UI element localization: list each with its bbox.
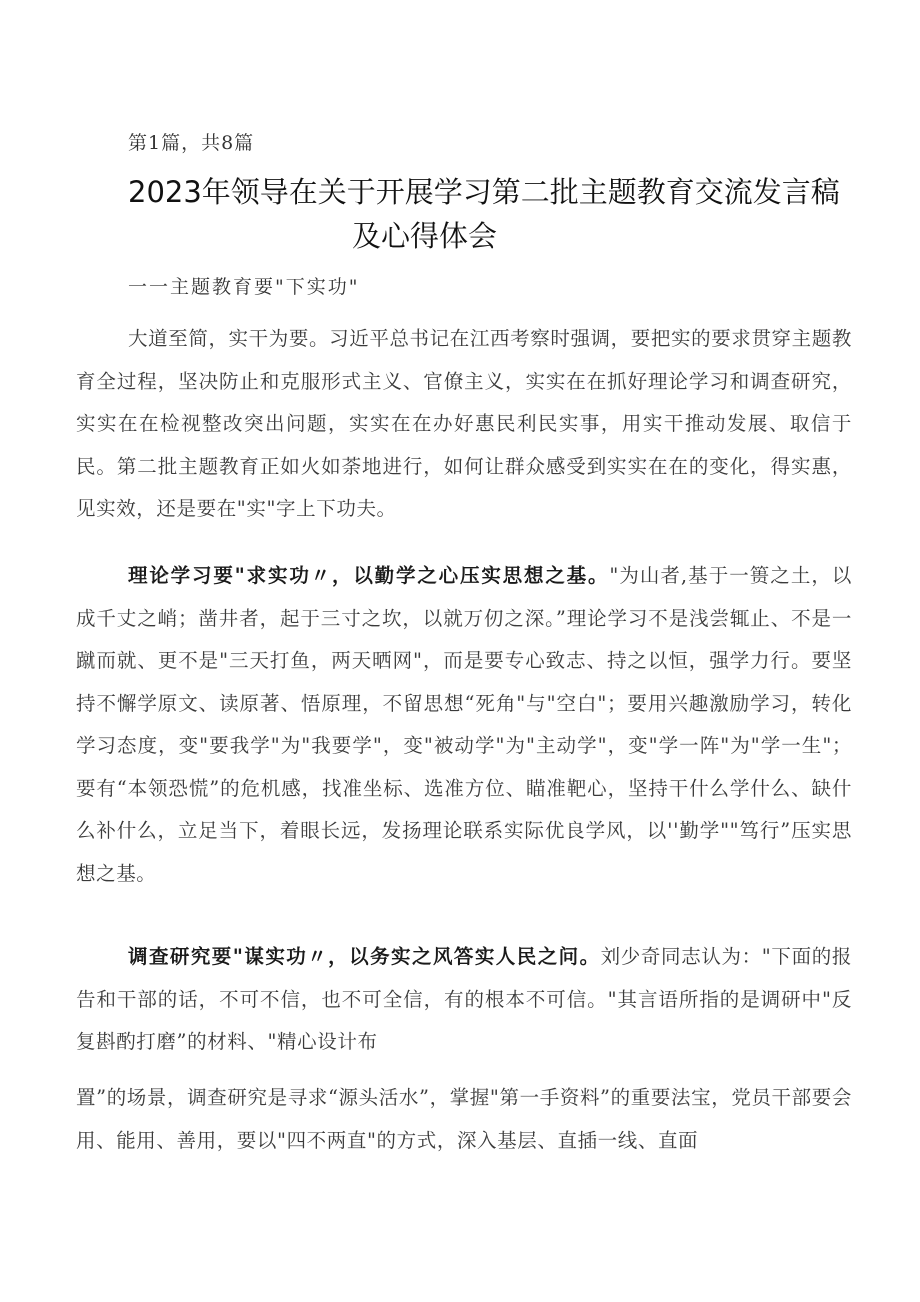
title-line-1: 2023年领导在关于开展学习第二批主题教育交流发言稿 — [128, 175, 840, 209]
section-heading: 一一主题教育要"下实功" — [128, 276, 360, 298]
paragraph-continuation: 置”的场景，调查研究是寻求“源头活水”，掌握"第一手资料”的重要法宝，党员干部要会用、能用、善用，要以"四不两直"的方式，深入基层、直插一线、直面 — [76, 1086, 852, 1152]
paragraph-theory-study — [76, 555, 852, 895]
paragraph-body: 刘少奇同志认为："下面的报告和干部的话，不可不信，也不可全信，有的根本不可信。"其言语所指的是调研中"反复斟酌打磨”的材料、"精心设计布 — [76, 945, 852, 1053]
title-line-2: 及心得体会 — [352, 219, 498, 253]
document-title — [128, 170, 868, 258]
paragraph-investigation — [76, 936, 852, 1064]
paragraph-lead: 调查研究要"谋实功〃，以务实之风答实人民之问。 — [128, 945, 601, 968]
page-counter: 第1篇，共8篇 — [128, 132, 255, 154]
paragraph-body: "为山者,基于一篑之土，以成千丈之峭；凿井者，起于三寸之坎，以就万仞之深。”理论学习不是浅尝辄止、不是一蹴而就、更不是"三天打鱼，两天晒网"，而是要专心致志、持之以恒，强学力行。要坚持不懈学原文、读原著、悟原理，不留思想“死角"与"空白"；要用兴趣激励学习，转化学习态度，变"要我学"为"我要学"，变"被动学"为"主动学"，变"学一阵"为"学一生"；要有“本领恐慌”的危机感，找准坐标、选准方位、瞄准靶心，坚持干什么学什么、缺什么补什么，立足当下，着眼长远，发扬理论联系实际优良学风，以''勤学""笃行”压实思想之基。 — [76, 564, 852, 885]
paragraph-lead: 理论学习要"求实功〃，以勤学之心压实思想之基。 — [128, 564, 610, 587]
paragraph-intro: 大道至简，实干为要。习近平总书记在江西考察时强调，要把实的要求贯穿主题教育全过程，坚决防止和克服形式主义、官僚主义，实实在在抓好理论学习和调查研究，实实在在检视整改突出问题，实实在在办好惠民利民实事，用实干推动发展、取信于民。第二批主题教育正如火如荼地进行，如何让群众感受到实实在在的变化，得实惠，见实效，还是要在"实"字上下功夫。 — [76, 327, 852, 520]
